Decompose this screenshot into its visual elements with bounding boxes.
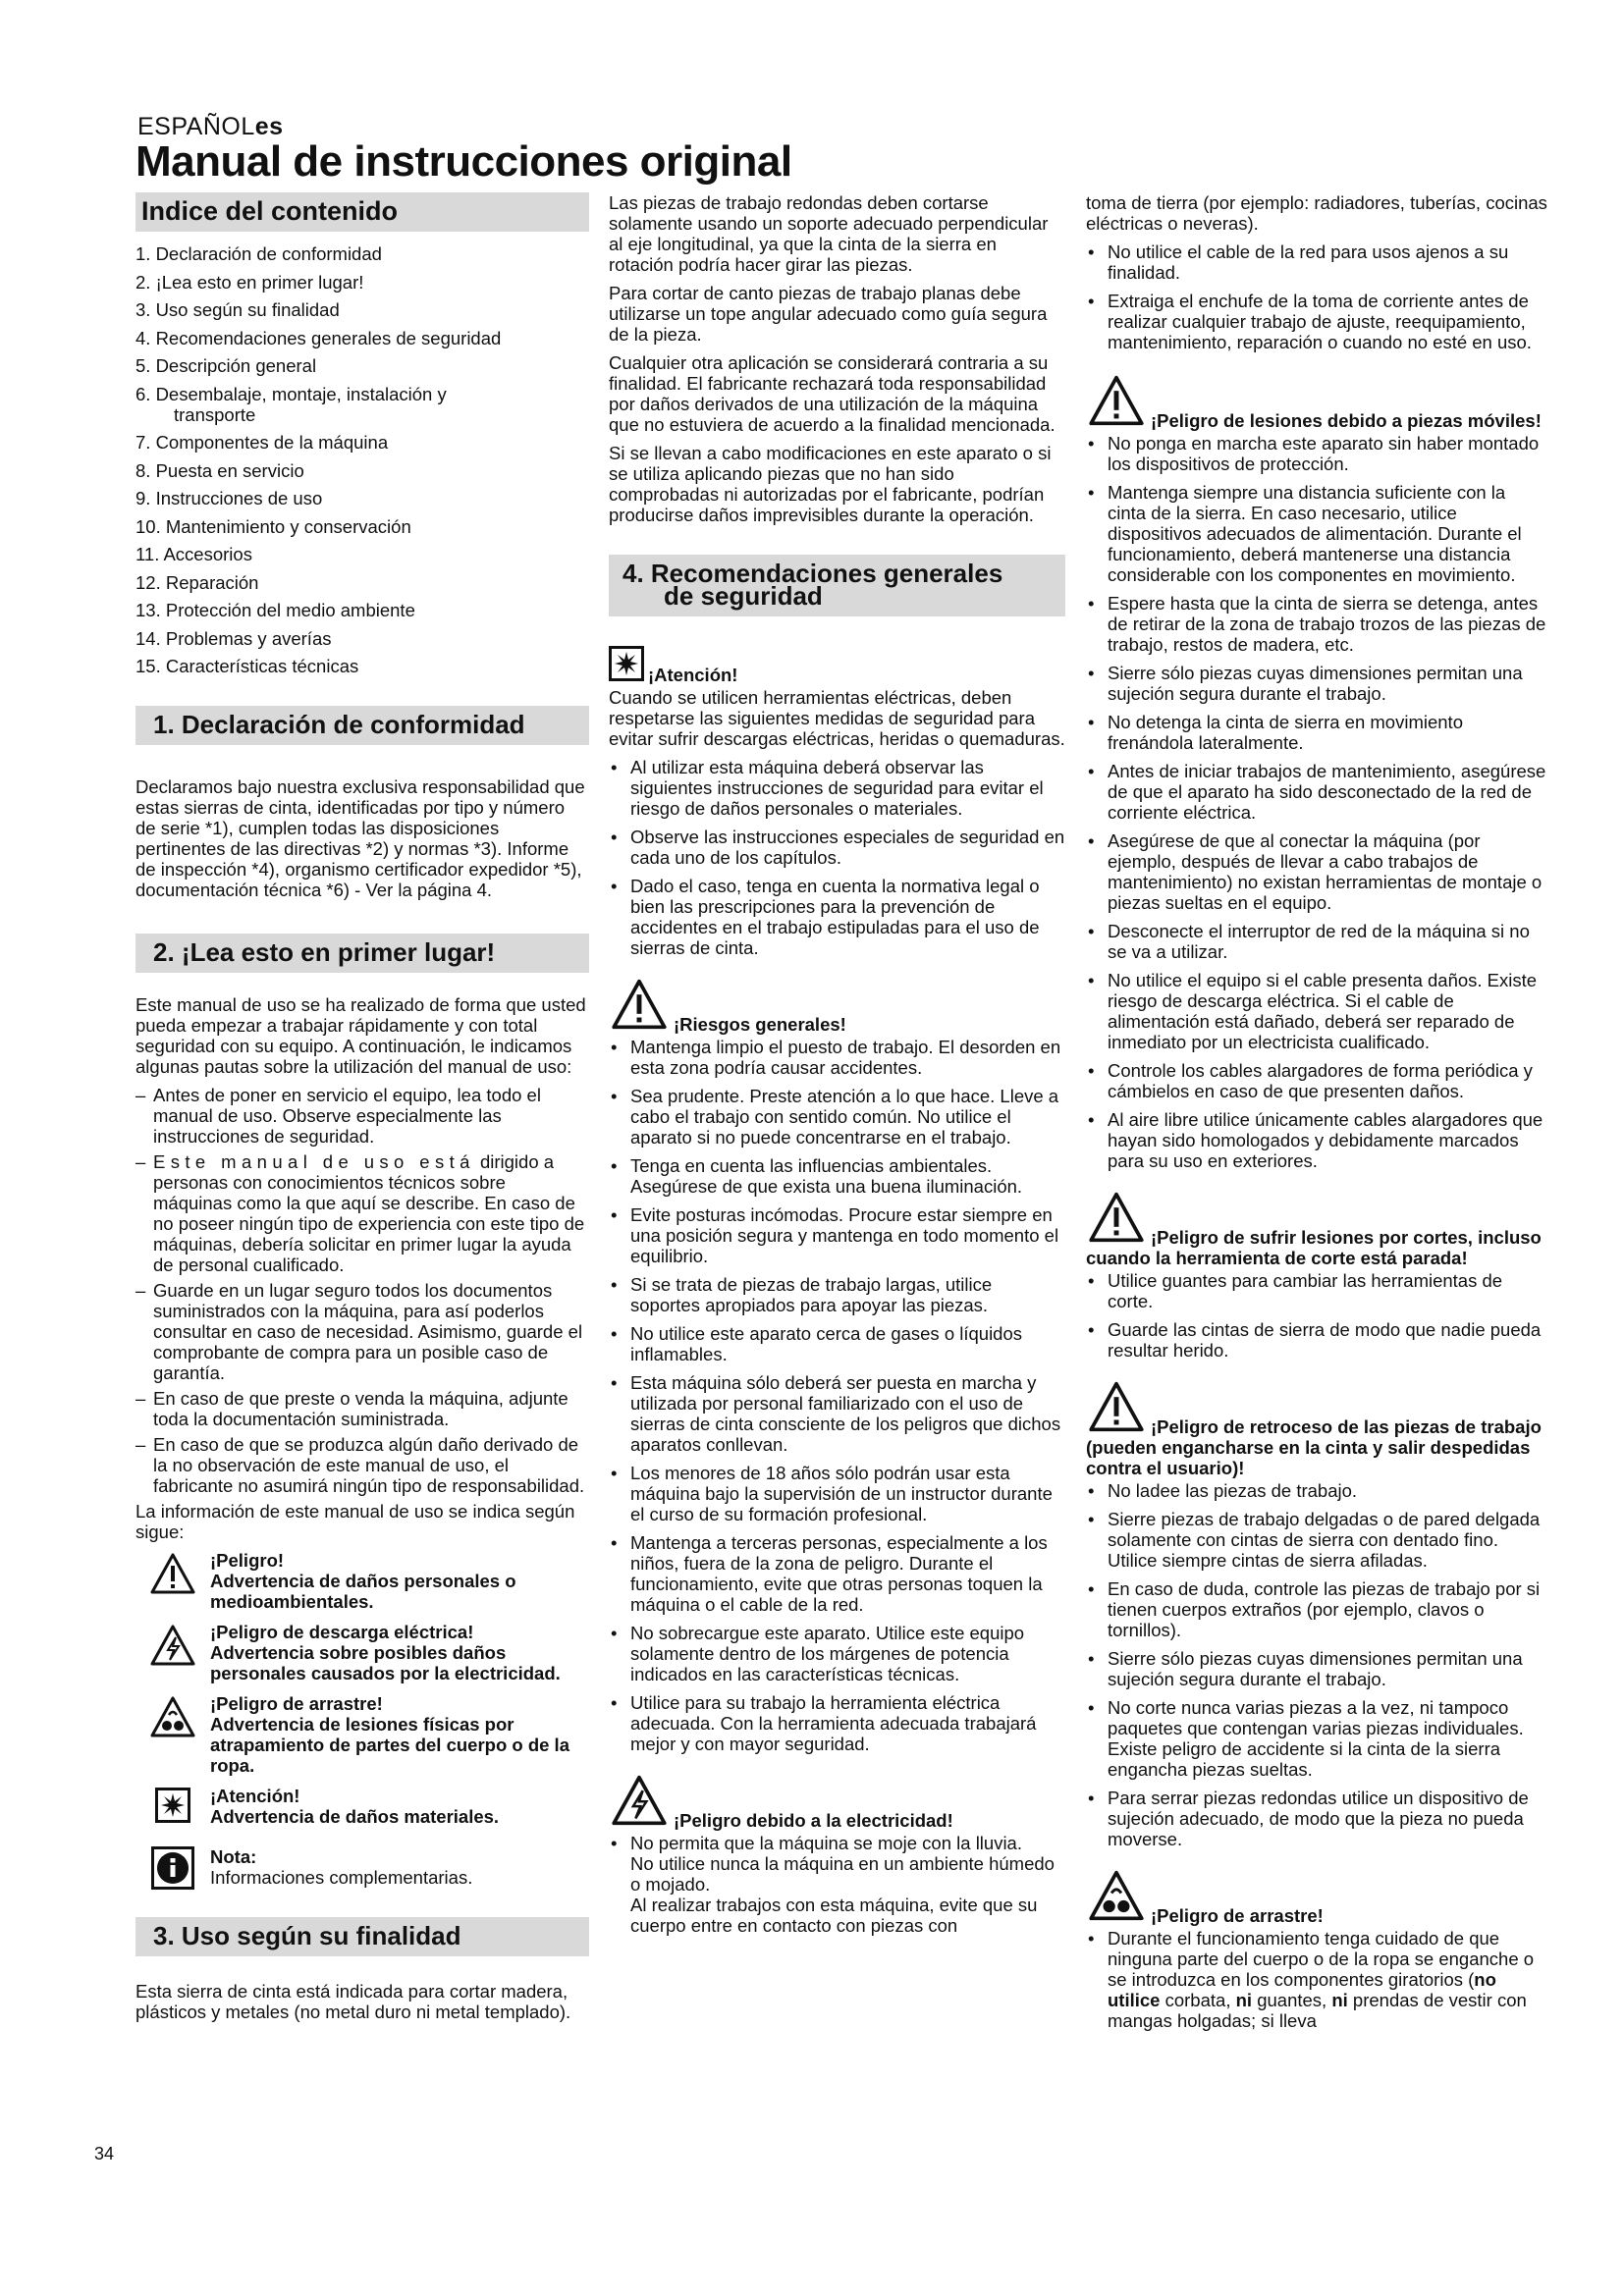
section-4-heading: 4. Recomendaciones generales de seguridad [609,555,1065,616]
toc-item: 4. Recomendaciones generales de seguridad [135,327,502,348]
warning-triangle-icon [135,1550,210,1612]
list-item: • Sierre piezas de trabajo delgadas o de pared delgada solamente con cintas de sierra con dentado fino. Utilice siempre cintas de sierra afiladas. [1086,1509,1547,1571]
list-item: • Guarde las cintas de sierra de modo que nadie pueda resultar herido. [1086,1319,1547,1361]
entanglement-icon [135,1693,210,1776]
section-3-heading: 3. Uso según su finalidad [135,1917,589,1956]
list-item: • Dado el caso, tenga en cuenta la normativa legal o bien las prescripciones para la prevención de accidentes en el trabajo estipuladas para el uso de sierras de cinta. [609,876,1065,958]
column-left [135,192,589,2030]
legend-row-danger: ¡Peligro! Advertencia de daños personales o medioambientales. [135,1550,589,1612]
toc-item: 10. Mantenimiento y conservación [135,515,411,537]
toc-item: 7. Componentes de la máquina [135,432,389,453]
continued-list [1086,241,1547,352]
list-item: • No utilice el cable de la red para usos ajenos a su finalidad. [1086,241,1547,283]
legend-row-entanglement: ¡Peligro de arrastre! Advertencia de lesiones físicas por atrapamiento de partes del cuerpo o de la ropa. [135,1693,589,1776]
paragraph: Las piezas de trabajo redondas deben cortarse solamente usando un soporte adecuado perpendicular al eje longitudinal, ya que la cinta de la sierra en rotación podría hacer girar las piezas. [609,192,1049,275]
toc-item: 2. ¡Lea esto en primer lugar! [135,271,364,293]
list-item: • No ponga en marcha este aparato sin haber montado los dispositivos de protección. [1086,433,1547,474]
toc-item: 5. Descripción general [135,355,317,376]
list-item: • Espere hasta que la cinta de sierra se detenga, antes de retirar de la zona de trabajo trozos de las piezas de trabajo, restos de madera, etc. [1086,593,1547,655]
toc-item: 9. Instrucciones de uso [135,488,323,508]
list-item: • Observe las instrucciones especiales de seguridad en cada uno de los capítulos. [609,827,1065,868]
list-item: • No ladee las piezas de trabajo. [1086,1480,1547,1501]
warning-triangle-icon [1086,1380,1147,1437]
drag-danger-list [1086,1928,1547,2031]
toc-item: 13. Protección del medio ambiente [135,600,415,620]
electric-danger-list [609,1833,1065,1936]
toc-list [135,243,589,676]
list-item: – En caso de que preste o venda la máquina, adjunte toda la documentación suministrada. [135,1388,589,1429]
warning-triangle-icon [1086,1191,1147,1248]
warning-triangle-icon [1086,374,1147,431]
electric-shock-icon [609,1774,670,1831]
attention-heading: ¡Atención! [609,646,1065,685]
list-item: • Al aire libre utilice únicamente cables alargadores que hayan sido homologados y debidamente marcados para su uso en exteriores. [1086,1109,1547,1171]
toc-item-continuation: transporte [174,403,256,425]
kickback-danger-heading: ¡Peligro de retroceso de las piezas de trabajo (pueden engancharse en la cinta y salir despedidas contra el usuario)! [1086,1380,1547,1478]
legend-row-note: Nota: Informaciones complementarias. [135,1837,589,1890]
toc-item: 8. Puesta en servicio [135,459,304,481]
paragraph: Cualquier otra aplicación se considerará contraria a su finalidad. El fabricante rechazará toda responsabilidad por daños derivados de una utilización de la máquina que no estuviera de acuerdo a la finalidad mencionada. [609,352,1056,435]
list-item: • Mantenga limpio el puesto de trabajo. El desorden en esta zona podría causar accidentes. [609,1037,1065,1078]
column-right [1086,192,1547,2039]
electric-shock-icon [135,1622,210,1683]
legend-row-attention: ¡Atención! Advertencia de daños materiales. [135,1786,589,1827]
toc-heading: Indice del contenido [135,192,589,232]
paragraph: Para cortar de canto piezas de trabajo planas debe utilizarse un tope angular adecuado como guía segura de la pieza. [609,283,1048,345]
list-item: • No utilice este aparato cerca de gases o líquidos inflamables. [609,1323,1065,1364]
list-item: • Durante el funcionamiento tenga cuidado de que ninguna parte del cuerpo o de la ropa se enganche o se introduzca en los componentes giratorios (no utilice corbata, ni guantes, ni prendas de vestir con mangas holgadas; si lleva [1086,1928,1547,2031]
list-item: • Controle los cables alargadores de forma periódica y cámbielos en caso de que presenten daños. [1086,1060,1547,1101]
list-item: • Los menores de 18 años sólo podrán usar esta máquina bajo la supervisión de un instructor durante el curso de su formación profesional. [609,1463,1065,1524]
list-item: • Evite posturas incómodas. Procure estar siempre en una posición segura y mantenga en todo momento el equilibrio. [609,1204,1065,1266]
toc-item: 3. Uso según su finalidad [135,299,340,320]
section-1-text: Declaramos bajo nuestra exclusiva responsabilidad que estas sierras de cinta, identificadas por tipo y número de serie *1), cumplen todas las disposiciones pertinentes de las directivas *2) y normas *3). Informe de inspección *4), organismo certificador expedidor *5), documentación técnica *6) - Ver la página 4. [135,776,585,900]
list-item: • Asegúrese de que al conectar la máquina (por ejemplo, después de llevar a cabo trabajos de mantenimiento) no existan herramientas de montaje o piezas sueltas en el equipo. [1086,830,1547,913]
list-item: • Antes de iniciar trabajos de mantenimiento, asegúrese de que el aparato ha sido desconectado de la red de corriente eléctrica. [1086,761,1547,823]
column-middle [609,192,1065,1944]
warning-triangle-icon [609,978,670,1035]
list-item: • No permita que la máquina se moje con la lluvia. No utilice nunca la máquina en un ambiente húmedo o mojado. Al realizar trabajos con esta máquina, evite que su cuerpo entre en contacto con piezas con [609,1833,1065,1936]
list-item: • No detenga la cinta de sierra en movimiento frenándola lateralmente. [1086,712,1547,753]
list-item: • Extraiga el enchufe de la toma de corriente antes de realizar cualquier trabajo de ajuste, reequipamiento, mantenimiento, reparación o cuando no esté en uso. [1086,291,1547,352]
list-item: – Antes de poner en servicio el equipo, lea todo el manual de uso. Observe especialmente las instrucciones de seguridad. [135,1085,589,1147]
list-item: • Esta máquina sólo deberá ser puesta en marcha y utilizada por personal familiarizado con el uso de sierras de cinta consciente de los peligros que dichos aparatos conllevan. [609,1372,1065,1455]
electric-danger-heading: ¡Peligro debido a la electricidad! [609,1774,1065,1831]
list-item: • Para serrar piezas redondas utilice un dispositivo de sujeción adecuado, de modo que la pieza no pueda moverse. [1086,1788,1547,1849]
section-2-heading: 2. ¡Lea esto en primer lugar! [135,934,589,973]
attention-text: Cuando se utilicen herramientas eléctricas, deben respetarse las siguientes medidas de seguridad para evitar sufrir descargas eléctricas, heridas o quemaduras. [609,687,1065,749]
moving-parts-list [1086,433,1547,1171]
page-title: Manual de instrucciones original [135,137,792,186]
language-label: ESPAÑOLes [137,113,284,140]
cuts-danger-list [1086,1270,1547,1361]
paragraph: Si se llevan a cabo modificaciones en este aparato o si se utiliza aplicando piezas que no han sido comprobadas ni autorizadas por el fabricante, podrían producirse daños imprevisibles durante la operación. [609,443,1052,525]
list-item: • Sierre sólo piezas cuyas dimensiones permitan una sujeción segura durante el trabajo. [1086,1648,1547,1689]
toc-item: 6. Desembalaje, montaje, instalación y [135,383,447,404]
toc-item: 1. Declaración de conformidad [135,243,382,264]
list-item: • Desconecte el interruptor de red de la máquina si no se va a utilizar. [1086,921,1547,962]
list-item: • Tenga en cuenta las influencias ambientales. Asegúrese de que exista una buena iluminación. [609,1155,1065,1197]
section-3-text: Esta sierra de cinta está indicada para cortar madera, plásticos y metales (no metal duro ni metal templado). [135,1981,571,2022]
cuts-danger-heading: ¡Peligro de sufrir lesiones por cortes, incluso cuando la herramienta de corte está parada! [1086,1191,1547,1268]
list-item: • Al utilizar esta máquina deberá observar las siguientes instrucciones de seguridad para evitar el riesgo de daños personales o materiales. [609,757,1065,819]
general-risks-heading: ¡Riesgos generales! [609,978,1065,1035]
attention-icon [135,1786,210,1827]
info-icon [135,1837,210,1890]
moving-parts-heading: ¡Peligro de lesiones debido a piezas móviles! [1086,374,1547,431]
attention-icon [609,646,644,685]
list-item: • Sierre sólo piezas cuyas dimensiones permitan una sujeción segura durante el trabajo. [1086,663,1547,704]
section-2-list [135,1085,589,1496]
legend-intro: La información de este manual de uso se indica según sigue: [135,1501,575,1542]
list-item: • Sea prudente. Preste atención a lo que hace. Lleve a cabo el trabajo con sentido común. No utilice el aparato si no puede concentrarse en el trabajo. [609,1086,1065,1148]
list-item: – Guarde en un lugar seguro todos los documentos suministrados con la máquina, para así poderlos consultar en caso de necesidad. Asimismo, guarde el comprobante de compra para un posible caso de garantía. [135,1280,589,1383]
section-1-heading: 1. Declaración de conformidad [135,706,589,745]
list-item: • No utilice el equipo si el cable presenta daños. Existe riesgo de descarga eléctrica. Si el cable de alimentación está dañado, deberá ser reparado de inmediato por un electricista cualificado. [1086,970,1547,1052]
page-number: 34 [94,2144,115,2163]
symbol-legend [135,1550,589,1890]
toc-item: 11. Accesorios [135,544,252,564]
list-item: • No sobrecargue este aparato. Utilice este equipo solamente dentro de los márgenes de potencia indicados en las características técnicas. [609,1623,1065,1684]
toc-item: 12. Reparación [135,571,259,593]
drag-danger-heading: ¡Peligro de arrastre! [1086,1869,1547,1926]
section-2-intro: Este manual de uso se ha realizado de forma que usted pueda empezar a trabajar rápidamente y con total seguridad con su equipo. A continuación, le indicamos algunas pautas sobre la utilización del manual de uso: [135,994,586,1077]
entanglement-icon [1086,1869,1147,1926]
toc-item: 14. Problemas y averías [135,627,332,649]
list-item: – En caso de que se produzca algún daño derivado de la no observación de este manual de uso, el fabricante no asumirá ningún tipo de responsabilidad. [135,1434,589,1496]
list-item: • Si se trata de piezas de trabajo largas, utilice soportes apropiados para apoyar las piezas. [609,1274,1065,1315]
legend-row-electric: ¡Peligro de descarga eléctrica! Advertencia sobre posibles daños personales causados por la electricidad. [135,1622,589,1683]
general-risks-list [609,1037,1065,1754]
list-item: • En caso de duda, controle las piezas de trabajo por si tienen cuerpos extraños (por ejemplo, clavos o tornillos). [1086,1578,1547,1640]
list-item: • Utilice para su trabajo la herramienta eléctrica adecuada. Con la herramienta adecuada trabajará mejor y con mayor seguridad. [609,1692,1065,1754]
kickback-danger-list [1086,1480,1547,1849]
list-item: • No corte nunca varias piezas a la vez, ni tampoco paquetes que contengan varias piezas individuales. Existe peligro de accidente si la cinta de la sierra engancha piezas sueltas. [1086,1697,1547,1780]
list-item: • Utilice guantes para cambiar las herramientas de corte. [1086,1270,1547,1311]
continued-text: toma de tierra (por ejemplo: radiadores, tuberías, cocinas eléctricas o neveras). [1086,192,1547,234]
toc-item: 15. Características técnicas [135,656,359,676]
list-item: – Este manual de uso está dirigido a personas con conocimientos técnicos sobre máquinas como la que aquí se describe. En caso de no poseer ningún tipo de experiencia con este tipo de máquinas, debería solicitar en primer lugar la ayuda de personal cualificado. [135,1151,589,1275]
attention-list [609,757,1065,958]
list-item: • Mantenga siempre una distancia suficiente con la cinta de la sierra. En caso necesario, utilice dispositivos adecuados de alimentación. Durante el funcionamiento, deberá mantenerse una distancia considerable con los componentes en movimiento. [1086,482,1547,585]
list-item: • Mantenga a terceras personas, especialmente a los niños, fuera de la zona de peligro. Durante el funcionamiento, evite que otras personas toquen la máquina o el cable de la red. [609,1532,1065,1615]
